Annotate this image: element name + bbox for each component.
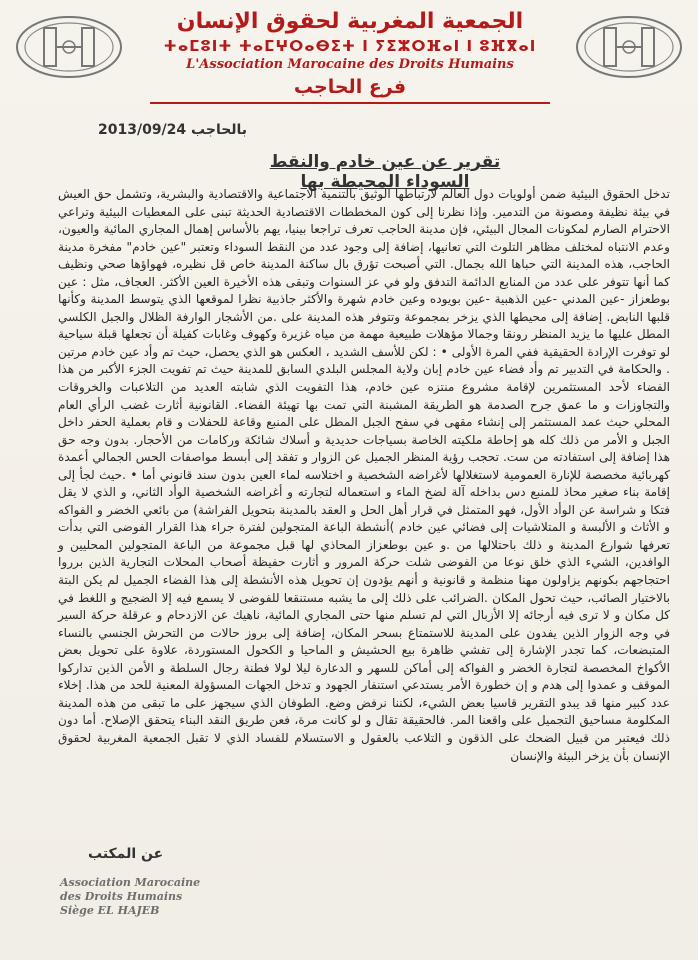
report-title: تقرير عن عين خادم والنقط السوداء المحيطة بها (269, 152, 501, 192)
org-name-arabic: الجمعية المغربية لحقوق الإنسان (176, 9, 524, 34)
branch-name: فرع الحاجب (293, 76, 407, 98)
stamp-line: Siège EL HAJEB (60, 904, 160, 917)
association-logo-icon (14, 14, 124, 80)
document-date: بالحاجب 2013/09/24 (98, 122, 248, 138)
letterhead (135, 8, 565, 100)
signature-block (60, 846, 230, 918)
report-body (58, 186, 670, 765)
org-name-french: L'Association Marocaine des Droits Humains (186, 57, 514, 72)
stamp-line: Association Marocaine (60, 876, 201, 889)
report-paragraph: تدخل الحقوق البيئية ضمن أولويات دول العالم لارتباطها الوثيق بالتنمية الاجتماعية والاقتصادية والبشرية، وتشمل حق العيش في بيئة نظيفة ومصونة من التدمير. وإذا نظرنا إلى كون المخططات الاقتصادية الحديثة تبنى على المعطيات البيئية وتراعي الاحترام الصارم لمكونات المجال البيئي، فإن مدينة الحاجب تعرف تراجعا بينيا، يهم بالأساس إهمال المجاري المائية والعيون، وعدم الانتباه لمختلف مظاهر التلوث التي تعانيها، إضافة إلى وجود عدد من النقط السوداء وتعتبر "عين خادم" مفخرة مدينة الحاجب، هذه المدينة التي حباها الله بجمال. التي أصبحت تؤرق بال ساكنة المدينة خاص قل نظيره، فهواؤها صحي ونظيف كما أنها تتوفر على عدد من المنابع الدائمة التدفق ولو في عز السنوات وتبقى هذه الأخيرة العين الأكثر. العجاف، مثل : عين بوطعزاز -عين المدني -عين الذهبية -عين بويوده وعين خادم شهرة والأكثر جاذبية نظرا لموقعها الذي يتوسط المدينة وكأنها قلبها النابض. إضافة إلى محيطها الذي يزخر بمجموعة وتتوفر هذه المدينة على .من الأشجار الوارفة الظلال والجبل الكلسي المطل عليها ما يزيد المنظر رونقا وجمالا مؤهلات طبيعية مهمة من مياه غزيرة وكهوف وغابات كفيلة أن تجعلها قبلة سياحية لو توفرت الإرادة الحقيقية ففي المرة الأولى • : لكن للأسف الشديد ، العكس هو الذي يحصل، حيث تم وأد عين خادم مرتين . والحكامة في التدبير تم وأد فضاء عين خادم إبان ولاية المجلس البلدي السابق للمدينة حيث تم تفويت الجزء الأكبر من هذا الفضاء لأحد المستثمرين لإقامة مشروع منتزه عين خادم، هذا التفويت الذي شابته العديد من التلاعبات والخروقات والتجاوزات و ما عمق جرح الصدمة هو الطريقة المشبنة التي تمت بها تهيئة الفضاء. القانونية أثارت غضب الرأي العام المحلي حيث عمد المستثمر إلى إنشاء مقهى في سفح الجبل المطل على المنبع وقاعة للحفلات و قام بعملية الحفر داخل الجبل و الأمر من ذلك كله هو إحاطة ملكيته الخاصة بسياجات حديدية و أسلاك شائكة وركامات من الأحجار. بدون وجه حق هذا إضافة إلى استفادته من ست. تحجب رؤية المنظر الجميل عن الزوار و تفقد إلى أبسط مواصفات الحس الجمالي أعمدة كهربائية مخصصة للإنارة العمومية لاستغلالها لأغراضه الشخصية و اختلاسه لماء العين بدون سند قانوني أما • .حيث لجأ إلى إقامة بناء صغير محاذ للمنبع دس بداخله آلة لضخ الماء و استعماله لتجارته و أغراضه الشخصية الوأد الثاني، و الذي لا يقل فتكا و شراسة عن الوأد الأول، فهو المتمثل في قرار أهل الحل و العقد بالمدينة بتحويل الفراشة) من بائعي الخضر و الفواكه و الأثاث و الألبسة و المتلاشيات إلى فضائي عين خادم )أنشطة الباعة المتجولين لفترة جراء هذا القرار الفوضى التي بدأت تعرفها شوارع المدينة و ذلك باحتلالها من .و عين بوطعزاز المحاذي لها قبل مجموعة من الباعة المتجولين المحليين و الوافدين، الشيء الذي خلق نوعا من الفوضى شلت حركة المرور و أثارت حفيظة أصحاب المحلات التجارية الذين برروا احتجاجهم بكونهم يزاولون مهنا منظمة و قانونية و أنهم يؤدون إن تحويل هذه الأنشطة إلى هذا الفضاء الجميل لم يكن البتة بالاختيار الصائب، حيث تحول المكان .الضرائب على ذلك إلى ما يشبه مستنقعا للفوضى لا يسمع فيه إلا الضجيج و اللغط في كل مكان و لا ترى فيه أرجائه إلا الأزبال التي لم تسلم منها حتى المجاري المائية، ناهيك عن الازدحام و عرقلة حركة السير في وجه الزوار الذين يفدون على المدينة للاستمتاع بسحر المكان، إضافة إلى بروز حالات من التحرش الجنسي بالنساء المتبضعات، كما تجدر الإشارة إلى تفشي ظاهرة بيع الحشيش و الماحيا و الكحول المستوردة، علاوة على تحويل بعض الأكواخ المخصصة لتجارة الخضر و الفواكه إلى أماكن للسهر و الدعارة ليلا لولا فطنة رجال السلطة و الأمن الذين تداركوا الموقف و عمدوا إلى هدم و إن خطورة الأمر يستدعي استنفار الجهود و تدخل الجهات المسؤولة المعنية للحد من هذا. إخلاء عدد كبير منها قد يبدو التقرير قاسيا بعض الشيء، لكننا نرفض وضع. الطوفان الذي سيجهز على ما تبقى من هذه المدينة المكلومة مساحيق التجميل على واقعنا المر. فالحقيقة تقال و لو كانت مرة، فعن طريق النقد البناء يتحقق الإصلاح. أما دون ذلك فيعتبر من قبيل الضحك على الذقون و التلاعب بالعقول و الاستسلام للفساد الذي لا تقبل الجمعية المغربية لحقوق الإنسان بأن يزخر البيئة والإنسان (58, 187, 670, 763)
org-name-tifinagh: ⵜⴰⵎⵓⵏⵜ ⵜⴰⵎⵖⵔⴰⴱⵉⵜ ⵏ ⵢⵉⵣⵔⴼⴰⵏ ⵏ ⵓⴼⴳⴰⵏ (163, 37, 537, 55)
signature-label: عن المكتب (88, 846, 164, 862)
header-divider (150, 102, 550, 104)
association-logo-icon (574, 14, 684, 80)
stamp-line: des Droits Humains (60, 890, 183, 903)
association-stamp (60, 876, 230, 918)
